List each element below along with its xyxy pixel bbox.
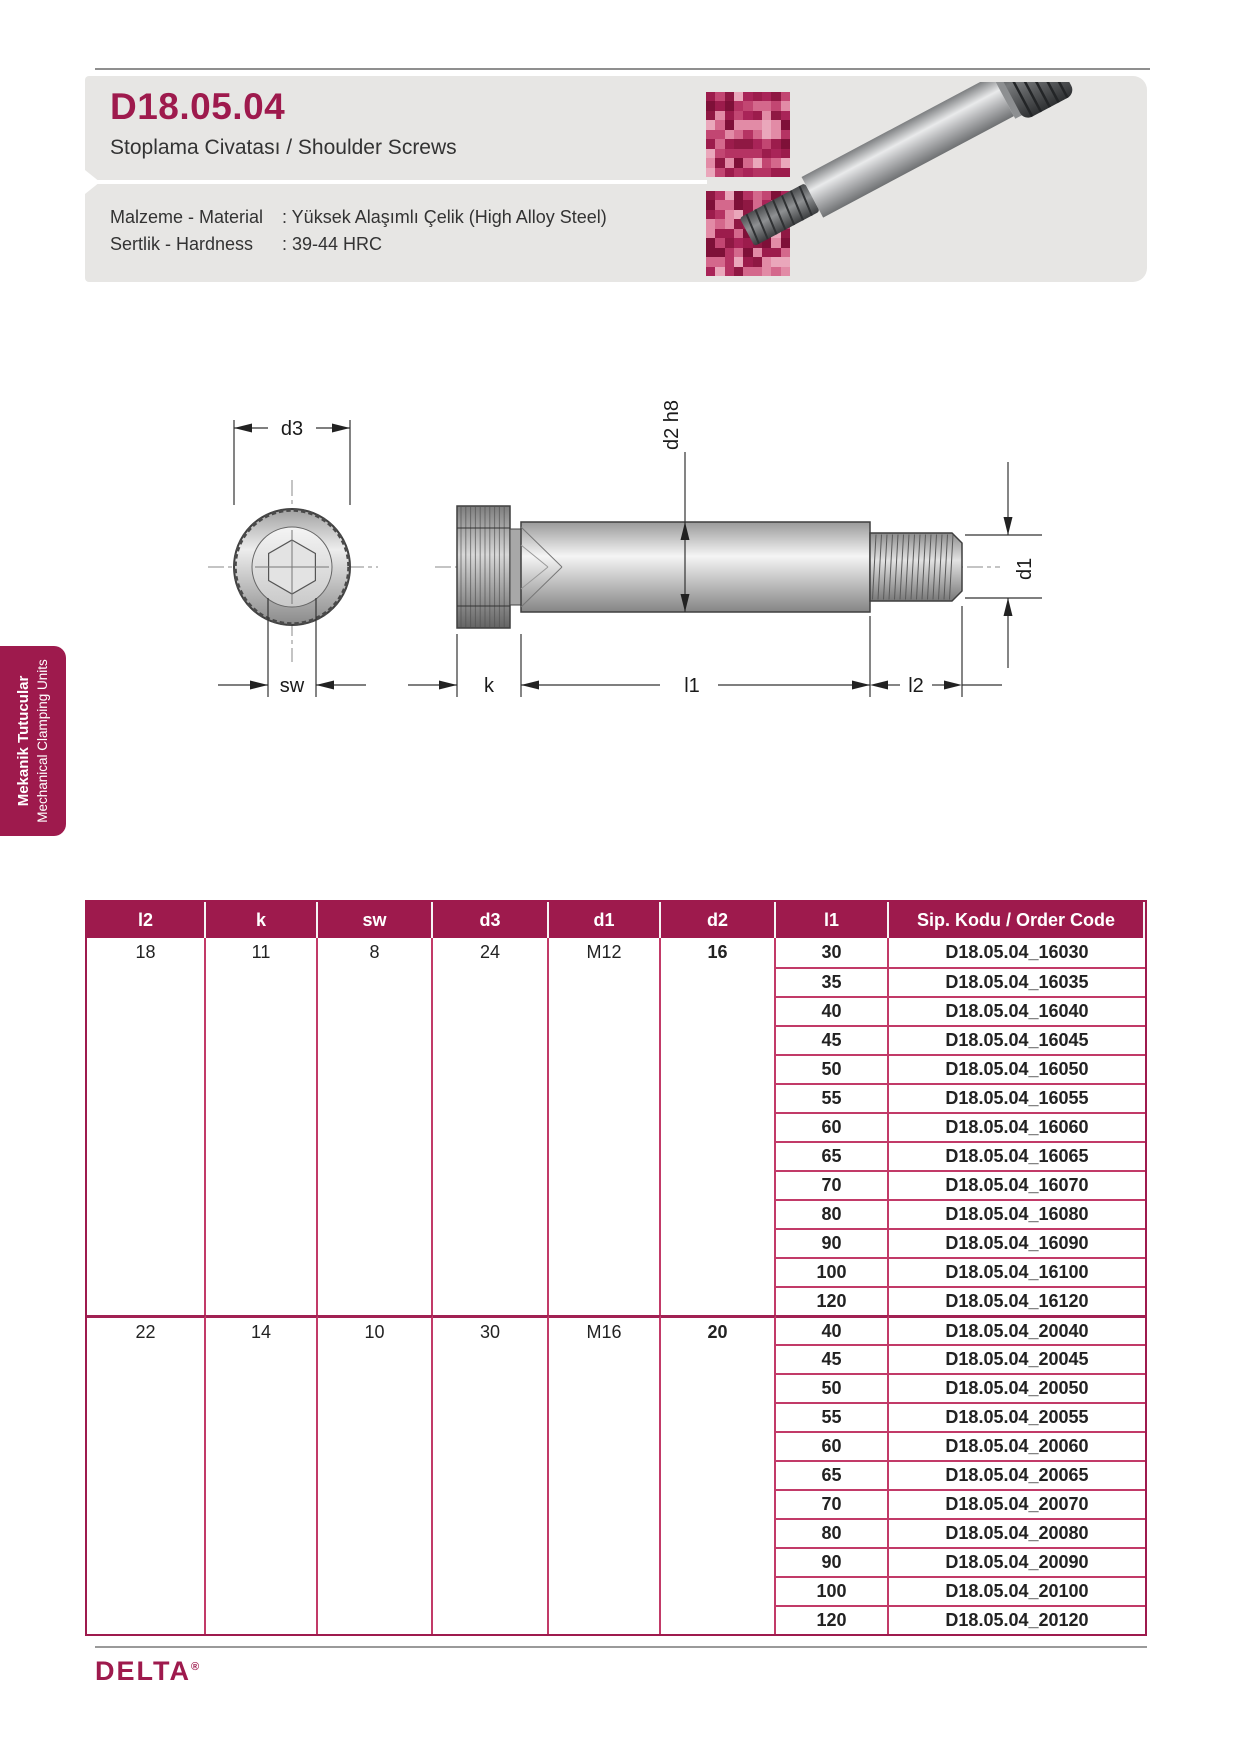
pixel-cell [725, 257, 734, 266]
order-code-cell: D18.05.04_16045 [889, 1025, 1145, 1054]
order-code-cell: D18.05.04_20055 [889, 1402, 1145, 1431]
l1-cell: 60 [776, 1431, 889, 1460]
dim-cell-k: 14 [206, 1315, 318, 1634]
l1-cell: 80 [776, 1199, 889, 1228]
order-code-cell: D18.05.04_20070 [889, 1489, 1145, 1518]
top-divider [95, 68, 1150, 70]
sidebar-tab-title-tr: Mekanik Tutucular [15, 675, 33, 807]
pixel-cell [715, 267, 724, 276]
pixel-cell [706, 238, 715, 247]
table-header-sip-kodu-order-code: Sip. Kodu / Order Code [889, 902, 1145, 938]
dim-cell-sw: 10 [318, 1315, 433, 1634]
product-photo-shoulder-screw [735, 82, 1135, 280]
pixel-cell [725, 111, 734, 120]
pixel-cell [725, 238, 734, 247]
header-divider-line [95, 180, 707, 184]
l1-cell: 90 [776, 1547, 889, 1576]
order-code-cell: D18.05.04_16100 [889, 1257, 1145, 1286]
header-box [85, 76, 1147, 282]
l1-cell: 45 [776, 1025, 889, 1054]
pixel-cell [715, 219, 724, 228]
pixel-cell [706, 101, 715, 110]
sidebar-tab-text [0, 646, 66, 836]
material-specs [110, 204, 607, 258]
sidebar-category-tab [0, 646, 66, 836]
pixel-cell [715, 120, 724, 129]
l1-cell: 80 [776, 1518, 889, 1547]
dim-cell-k: 11 [206, 938, 318, 1315]
l1-cell: 65 [776, 1460, 889, 1489]
pixel-cell [715, 238, 724, 247]
pixel-cell [725, 130, 734, 139]
material-value: : Yüksek Alaşımlı Çelik (High Alloy Steel) [282, 207, 607, 227]
pixel-cell [725, 101, 734, 110]
order-code-cell: D18.05.04_20045 [889, 1344, 1145, 1373]
order-code-cell: D18.05.04_16060 [889, 1112, 1145, 1141]
dim-cell-d2: 20 [661, 1315, 776, 1634]
order-code-cell: D18.05.04_20080 [889, 1518, 1145, 1547]
table-header-k: k [206, 902, 318, 938]
dim-cell-l2: 18 [87, 938, 206, 1315]
table-header-l2: l2 [87, 902, 206, 938]
order-code-cell: D18.05.04_20090 [889, 1547, 1145, 1576]
l1-cell: 50 [776, 1054, 889, 1083]
l1-cell: 100 [776, 1257, 889, 1286]
pixel-cell [715, 130, 724, 139]
l1-cell: 120 [776, 1286, 889, 1315]
pixel-cell [706, 92, 715, 101]
table-header-d3: d3 [433, 902, 549, 938]
pixel-cell [715, 101, 724, 110]
product-code-title: D18.05.04 [110, 86, 286, 127]
pixel-cell [715, 191, 724, 200]
order-code-cell: D18.05.04_16070 [889, 1170, 1145, 1199]
hardness-value: : 39-44 HRC [282, 234, 383, 254]
pixel-cell [715, 158, 724, 167]
pixel-cell [725, 219, 734, 228]
order-code-cell: D18.05.04_20120 [889, 1605, 1145, 1634]
order-code-cell: D18.05.04_16065 [889, 1141, 1145, 1170]
dim-cell-d3: 24 [433, 938, 549, 1315]
label-sw: sw [279, 675, 305, 697]
label-l1: l1 [684, 675, 700, 697]
dim-cell-l2: 22 [87, 1315, 206, 1634]
l1-cell: 40 [776, 996, 889, 1025]
label-k: k [484, 675, 494, 697]
spec-row-hardness [110, 231, 607, 258]
pixel-cell [706, 149, 715, 158]
hardness-label: Sertlik - Hardness [110, 234, 254, 254]
order-code-cell: D18.05.04_16050 [889, 1054, 1145, 1083]
pixel-cell [725, 248, 734, 257]
l1-cell: 120 [776, 1605, 889, 1634]
pixel-cell [706, 130, 715, 139]
l1-cell: 50 [776, 1373, 889, 1402]
pixel-cell [706, 191, 715, 200]
pixel-cell [706, 219, 715, 228]
l1-cell: 100 [776, 1576, 889, 1605]
table-header-l1: l1 [776, 902, 889, 938]
order-code-cell: D18.05.04_16055 [889, 1083, 1145, 1112]
order-code-cell: D18.05.04_16120 [889, 1286, 1145, 1315]
order-code-table [85, 900, 1147, 1636]
pixel-cell [725, 191, 734, 200]
table-header-d1: d1 [549, 902, 661, 938]
dim-cell-d1: M16 [549, 1315, 661, 1634]
header-notch [85, 170, 100, 194]
l1-cell: 70 [776, 1489, 889, 1518]
pixel-cell [706, 111, 715, 120]
label-d2: d2 h8 [661, 399, 683, 450]
order-code-cell: D18.05.04_20050 [889, 1373, 1145, 1402]
pixel-cell [725, 120, 734, 129]
product-subtitle: Stoplama Civatası / Shoulder Screws [110, 136, 457, 159]
pixel-cell [706, 210, 715, 219]
pixel-cell [706, 229, 715, 238]
pixel-cell [725, 267, 734, 276]
l1-cell: 40 [776, 1315, 889, 1344]
bottom-divider [95, 1646, 1147, 1648]
label-d3: d3 [280, 418, 304, 440]
label-l2: l2 [908, 675, 924, 697]
dim-cell-sw: 8 [318, 938, 433, 1315]
order-code-cell: D18.05.04_16090 [889, 1228, 1145, 1257]
pixel-cell [725, 149, 734, 158]
pixel-cell [715, 149, 724, 158]
l1-cell: 30 [776, 938, 889, 967]
dim-cell-d2: 16 [661, 938, 776, 1315]
order-code-cell: D18.05.04_20100 [889, 1576, 1145, 1605]
pixel-cell [706, 257, 715, 266]
pixel-cell [715, 210, 724, 219]
dim-cell-d3: 30 [433, 1315, 549, 1634]
spec-row-material [110, 204, 607, 231]
pixel-cell [715, 248, 724, 257]
registered-mark: ® [190, 1661, 200, 1673]
pixel-cell [725, 229, 734, 238]
pixel-cell [715, 257, 724, 266]
table-header-d2: d2 [661, 902, 776, 938]
pixel-cell [715, 92, 724, 101]
side-view [435, 506, 1000, 628]
pixel-cell [715, 111, 724, 120]
pixel-cell [706, 158, 715, 167]
l1-cell: 35 [776, 967, 889, 996]
sidebar-tab-title-en: Mechanical Clamping Units [34, 659, 50, 823]
dim-cell-d1: M12 [549, 938, 661, 1315]
l1-cell: 55 [776, 1402, 889, 1431]
pixel-cell [725, 92, 734, 101]
pixel-cell [706, 248, 715, 257]
l1-cell: 65 [776, 1141, 889, 1170]
delta-logo [95, 1656, 199, 1687]
order-code-cell: D18.05.04_20040 [889, 1315, 1145, 1344]
pixel-cell [706, 120, 715, 129]
l1-cell: 45 [776, 1344, 889, 1373]
pixel-cell [706, 200, 715, 209]
pixel-cell [725, 168, 734, 177]
order-code-cell: D18.05.04_16035 [889, 967, 1145, 996]
pixel-cell [706, 139, 715, 148]
order-code-cell: D18.05.04_16080 [889, 1199, 1145, 1228]
technical-drawing [100, 370, 1150, 710]
pixel-cell [715, 139, 724, 148]
l1-cell: 90 [776, 1228, 889, 1257]
order-code-cell: D18.05.04_20065 [889, 1460, 1145, 1489]
pixel-cell [725, 210, 734, 219]
material-label: Malzeme - Material [110, 207, 264, 227]
pixel-cell [706, 267, 715, 276]
pixel-cell [706, 168, 715, 177]
order-code-cell: D18.05.04_16030 [945, 942, 1089, 962]
l1-cell: 70 [776, 1170, 889, 1199]
l1-cell: 55 [776, 1083, 889, 1112]
label-d1: d1 [1014, 557, 1036, 580]
table-header-sw: sw [318, 902, 433, 938]
pixel-cell [725, 200, 734, 209]
l1-cell: 60 [776, 1112, 889, 1141]
front-view [208, 480, 378, 662]
pixel-cell [725, 139, 734, 148]
pixel-cell [715, 168, 724, 177]
pixel-cell [715, 229, 724, 238]
pixel-cell [725, 158, 734, 167]
delta-logo-text: DELTA [95, 1656, 191, 1686]
pixel-cell [715, 200, 724, 209]
order-code-cell: D18.05.04_16040 [889, 996, 1145, 1025]
order-code-cell: D18.05.04_20060 [889, 1431, 1145, 1460]
